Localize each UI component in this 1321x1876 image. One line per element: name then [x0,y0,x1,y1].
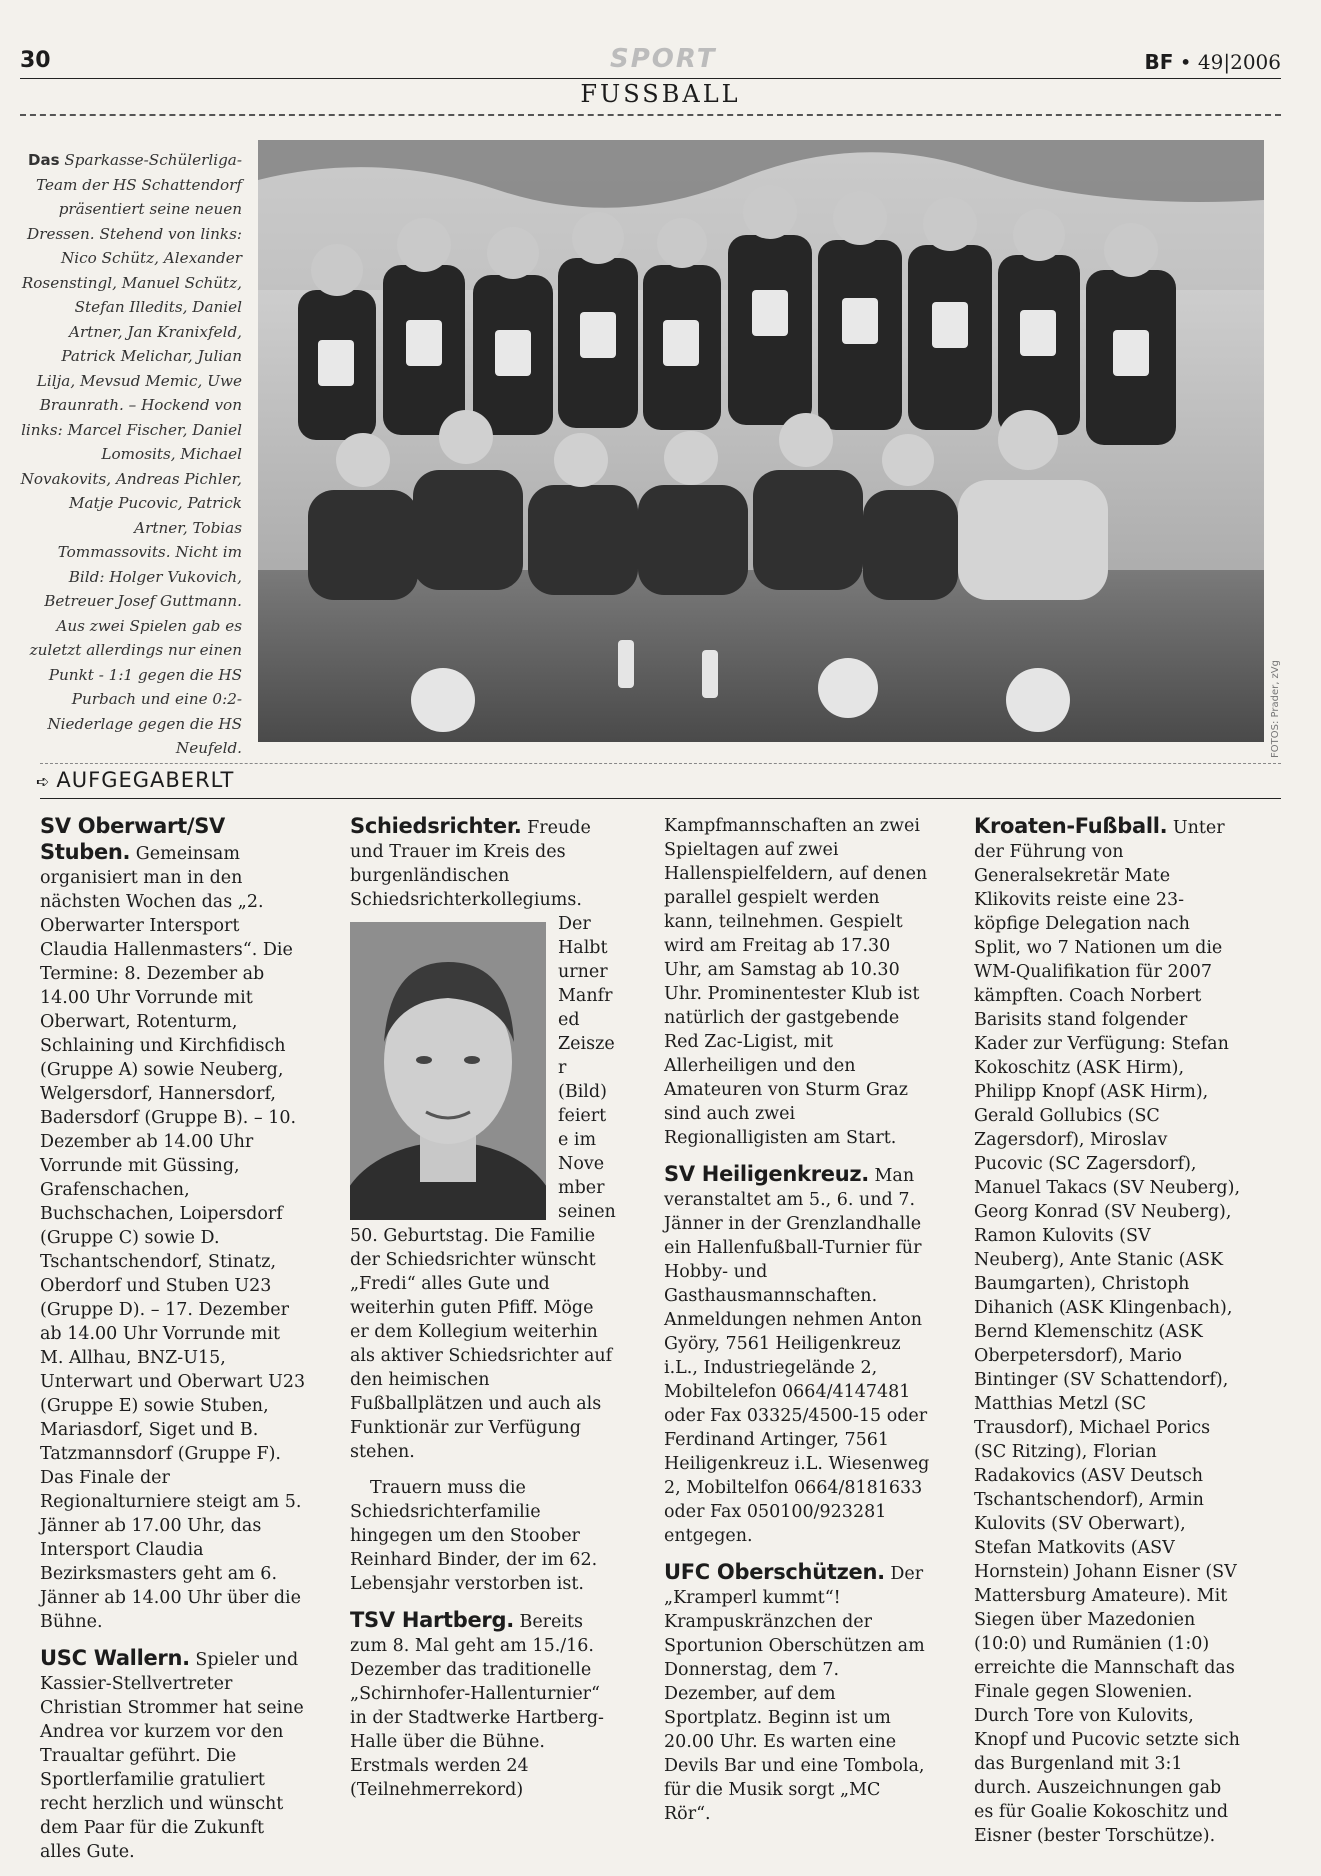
article-oberwart [40,814,306,1634]
header-dashed-rule [20,114,1281,116]
article-headline: SV Heiligenkreuz. [664,1162,869,1186]
article-body: Freude und Trauer im Kreis des burgenländischen Schiedsrichterkollegiums. [350,818,591,910]
column-label [36,768,234,792]
section-rule [40,798,1281,799]
article-body: Der „Kramperl kummt“! Krampuskränzchen der Sportunion Oberschützen am Donnerstag, dem 7. Dezember, auf dem Sportplatz. Beginn ist um 20.00 Uhr. Es warten eine Devils Bar und eine Tombola, für die Musik sorgt „MC Rör“. [664,1564,925,1824]
article-heiligenkreuz [664,1162,930,1548]
arrow-icon: ➪ [36,772,51,791]
article-kroaten [974,814,1240,1848]
article-body: Man veranstaltet am 5., 6. und 7. Jänner in der Grenzlandhalle ein Hallenfußball-Turnier für Hobby- und Gasthausmannschaften. Anmeldungen nehmen Anton Györy, 7561 Heiligenkreuz i.L., Industriegelände 2, Mobiltelefon 0664/4147481 oder Fax 03325/4500-15 oder Ferdinand Artinger, 7561 Heiligenkreuz i.L. Wiesenweg 2, Mobiltelfon 0664/8181633 oder Fax 050100/923281 entgegen. [664,1166,930,1546]
team-photo [258,140,1264,742]
article-headline: Schiedsrichter. [350,814,522,838]
caption-text: Sparkasse-Schülerliga-Team der HS Schattendorf präsentiert seine neuen Dressen. Stehend von links: Nico Schütz, Alexander Rosenstingl, Manuel Schütz, Stefan Illedits, Daniel Artner, Jan Kranixfeld, Patrick Melichar, Julian Lilja, Mevsud Memic, Uwe Braunrath. – Hockend von links: Marcel Fischer, Daniel Lomosits, Michael Novakovits, Andreas Pichler, Matje Pucovic, Patrick Artner, Tobias Tommassovits. Nicht im Bild: Holger Vukovich, Betreuer Josef Guttmann. Aus zwei Spielen gab es zuletzt allerdings nur einen Punkt - 1:1 gegen die HS Purbach und eine 0:2-Niederlage gegen die HS Neufeld. [20,151,242,757]
article-headline: Kroaten-Fußball. [974,814,1168,838]
article-hartberg [350,1608,616,1802]
issue-number: 49|2006 [1197,50,1281,74]
column-1 [40,814,306,1876]
article-body-continued: Der Halbturner Manfred Zeiszer (Bild) feierte im November seinen 50. Geburtstag. Die Familie der Schiedsrichter wünscht „Fredi“ alles Gute und weiterhin guten Pfiff. Möge er dem Kollegium weiterhin als aktiver Schiedsrichter auf den heimischen Fußballplätzen und auch als Funktionär zur Verfügung stehen. [350,914,616,1462]
article-body: Bereits zum 8. Mal geht am 15./16. Dezember das traditionelle „Schirnhofer-Hallenturnier“ in der Stadtwerke Hartberg-Halle über die Bühne. Erstmals werden 24 (Teilnehmerrekord) [350,1612,604,1800]
article-oberschuetzen [664,1560,930,1826]
photo-caption [20,148,242,761]
publication-info [1144,50,1281,74]
article-headline: SV Oberwart/SV Stuben. [40,814,225,864]
column-2 [350,814,616,1814]
article-body: Trauern muss die Schiedsrichterfamilie hingegen um den Stoober Reinhard Binder, der im 62. Lebensjahr verstorben ist. [350,1478,598,1594]
caption-lead: Das [28,151,60,169]
article-hartberg-continued [664,814,930,1150]
referee-portrait-photo [350,922,546,1220]
article-body: Kampfmannschaften an zwei Spieltagen auf zwei Hallenspielfeldern, auf denen parallel gespielt werden kann, teilnehmen. Gespielt wird am Freitag ab 17.30 Uhr, am Samstag ab 10.30 Uhr. Prominentester Klub ist natürlich der gastgebende Red Zac-Ligist, mit Allerheiligen und den Amateuren von Sturm Graz sind auch zwei Regionalligisten am Start. [664,816,928,1148]
column-4 [974,814,1240,1860]
publication-name: BF [1144,50,1174,74]
topic-title: FUSSBALL [580,80,741,108]
article-schiedsrichter [350,814,616,1464]
article-schiedsrichter-part2 [350,1476,616,1596]
column-label-text: AUFGEGABERLT [56,768,235,792]
header-rule [20,78,1281,79]
bullet: • [1179,50,1192,74]
article-headline: UFC Oberschützen. [664,1560,885,1584]
article-body: Gemeinsam organisiert man in den nächsten Wochen das „2. Oberwarter Intersport Claudia Hallenmasters“. Die Termine: 8. Dezember ab 14.00 Uhr Vorrunde mit Oberwart, Rotenturm, Schlaining und Kirchfidisch (Gruppe A) sowie Neuberg, Welgersdorf, Hannersdorf, Badersdorf (Gruppe B). – 10. Dezember ab 14.00 Uhr Vorrunde mit Güssing, Grafenschachen, Buchschachen, Loipersdorf (Gruppe C) sowie D. Tschantschendorf, Stinatz, Oberdorf und Stuben U23 (Gruppe D). – 17. Dezember ab 14.00 Uhr Vorrunde mit M. Allhau, BNZ-U15, Unterwart und Oberwart U23 (Gruppe E) sowie Stuben, Mariasdorf, Siget und B. Tatzmannsdorf (Gruppe F). Das Finale der Regionalturniere steigt am 5. Jänner ab 17.00 Uhr, das Intersport Claudia Bezirksmasters geht am 6. Jänner ab 14.00 Uhr über die Bühne. [40,844,306,1632]
photo-credit: FOTOS: Prader, zVg [1270,660,1281,758]
team-photo-illustration [258,140,1264,742]
article-headline: USC Wallern. [40,1646,190,1670]
article-wallern [40,1646,306,1864]
article-body: Spieler und Kassier-Stellvertreter Christian Strommer hat seine Andrea vor kurzem vor den Traualtar geführt. Die Sportlerfamilie gratuliert recht herzlich und wünscht dem Paar für die Zukunft alles Gute. [40,1650,304,1862]
section-title: SPORT [610,44,717,74]
page-number: 30 [20,48,51,73]
article-headline: TSV Hartberg. [350,1608,514,1632]
article-body: Unter der Führung von Generalsekretär Mate Klikovits reiste eine 23-köpfige Delegation nach Split, wo 7 Nationen um die WM-Qualifikation für 2007 kämpften. Coach Norbert Barisits stand folgender Kader zur Verfügung: Stefan Kokoschitz (ASK Hirm), Philipp Knopf (ASK Hirm), Gerald Gollubics (SC Zagersdorf), Miroslav Pucovic (SC Zagersdorf), Manuel Takacs (SV Neuberg), Georg Konrad (SV Neuberg), Ramon Kulovits (SV Neuberg), Ante Stanic (ASK Baumgarten), Christoph Dihanich (ASK Klingenbach), Bernd Klemenschitz (ASK Oberpetersdorf), Mario Bintinger (SV Schattendorf), Matthias Metzl (SC Trausdorf), Michael Porics (SC Ritzing), Florian Radakovics (ASV Deutsch Tschantschendorf), Armin Kulovits (SV Oberwart), Stefan Matkovits (ASV Hornstein) Johann Eisner (SV Mattersburg Amateure). Mit Siegen über Mazedonien (10:0) und Rumänien (1:0) erreichte die Mannschaft das Finale gegen Slowenien. Durch Tore von Kulovits, Knopf und Pucovic setzte sich das Burgenland mit 3:1 durch. Auszeichnungen gab es für Goalie Kokoschitz und Eisner (bester Torschütze). [974,818,1241,1846]
section-dashed-rule [40,763,1281,764]
column-3 [664,814,930,1838]
